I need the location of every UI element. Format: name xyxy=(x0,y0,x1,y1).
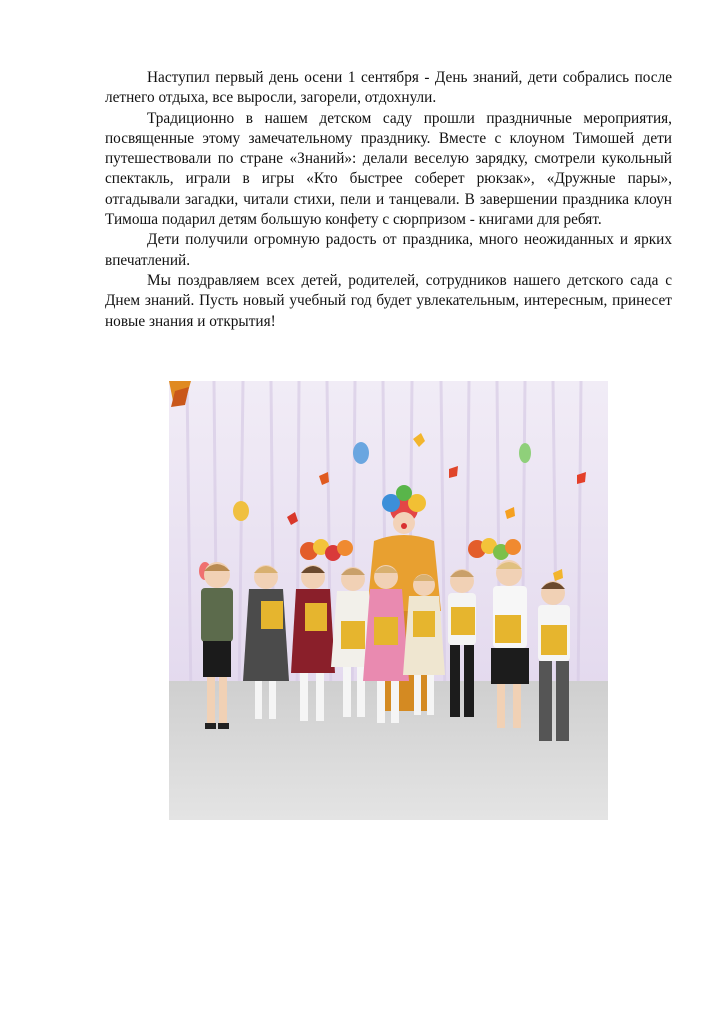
group-photo xyxy=(169,381,608,820)
paragraph-congratulations: Мы поздравляем всех детей, родителей, сотрудников нашего детского сада с Днем знаний. Пусть новый учебный год будет увлекательным, интересным, принесет новые знания и открытия! xyxy=(105,271,672,330)
paragraph-intro: Наступил первый день осени 1 сентября - День знаний, дети собрались после летнего отдыха, все выросли, загорели, отдохнули. xyxy=(105,69,672,107)
paragraph-impressions: Дети получили огромную радость от праздника, много неожиданных и ярких впечатлений. xyxy=(105,231,672,269)
paragraph-events: Традиционно в нашем детском саду прошли праздничные мероприятия, посвященные этому замечательному празднику. Вместе с клоуном Тимошей дети путешествовали по стране «Знаний»: делали веселую зарядку, смотрели кукольный спектакль, играли в игры «Кто быстрее соберет рюкзак», «Дружные пары», отгадывали загадки, читали стихи, пели и танцевали. В завершении праздника клоун Тимоша подарил детям большую конфету с сюрпризом - книгами для ребят. xyxy=(105,109,672,229)
article-text xyxy=(105,68,672,332)
